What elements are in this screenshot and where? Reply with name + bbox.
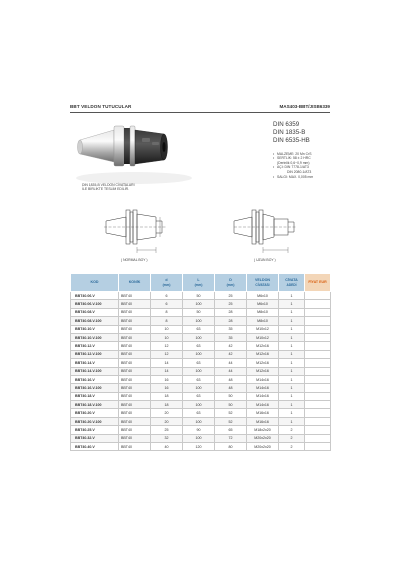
cell-dd: 72 — [215, 434, 247, 442]
cell-d: 18 — [151, 401, 183, 409]
column-header-dd — [215, 274, 247, 292]
cell-price — [305, 434, 331, 442]
header-label: D — [229, 278, 232, 283]
cell-konik: BBT40 — [119, 359, 151, 367]
cell-veldon: M14x16 — [247, 375, 279, 383]
cell-price — [305, 392, 331, 400]
cell-konik: BBT40 — [119, 317, 151, 325]
cell-price — [305, 443, 331, 451]
cell-dd: 48 — [215, 384, 247, 392]
cell-price — [305, 375, 331, 383]
product-photo — [74, 118, 194, 186]
cell-civata: 1 — [279, 367, 305, 375]
cell-veldon: M16x16 — [247, 417, 279, 425]
cell-l: 100 — [183, 417, 215, 425]
header-label: VELDON — [255, 278, 270, 283]
header-label: L — [197, 278, 200, 283]
spec-bullet-sub: DIN 2080-1/AT3 — [287, 169, 312, 174]
cell-veldon: M12x16 — [247, 342, 279, 350]
table-row — [71, 367, 331, 375]
cell-d: 12 — [151, 350, 183, 358]
cell-kod: BBT40.32.V — [71, 434, 119, 442]
cell-konik: BBT40 — [119, 300, 151, 308]
cell-veldon: M18x2x20 — [247, 426, 279, 434]
cell-veldon: M16x16 — [247, 409, 279, 417]
cell-price — [305, 426, 331, 434]
cell-veldon: M8x10 — [247, 308, 279, 316]
header-label: KONİK — [128, 280, 141, 285]
cell-veldon: M14x16 — [247, 401, 279, 409]
cell-d: 6 — [151, 300, 183, 308]
cell-dd: 50 — [215, 401, 247, 409]
cell-veldon: M20x2x20 — [247, 434, 279, 442]
page-header — [70, 104, 330, 112]
spec-bullet: • MALZEME: 20 Mn CrS — [273, 152, 343, 157]
cell-kod: BBT40.18.V.100 — [71, 401, 119, 409]
table-row — [71, 317, 331, 325]
header-label: d — [165, 278, 168, 283]
cell-veldon: M14x16 — [247, 384, 279, 392]
cell-d: 20 — [151, 417, 183, 425]
cell-dd: 52 — [215, 409, 247, 417]
cell-dd: 48 — [215, 375, 247, 383]
cell-dd: 35 — [215, 333, 247, 341]
spec-block — [273, 121, 343, 179]
cell-civata: 1 — [279, 409, 305, 417]
cell-civata: 1 — [279, 401, 305, 409]
cell-kod: BBT40.08.V — [71, 308, 119, 316]
table-row — [71, 434, 331, 442]
cell-price — [305, 333, 331, 341]
cell-price — [305, 325, 331, 333]
cell-dd: 42 — [215, 342, 247, 350]
din-standard: DIN 6535-HB — [273, 137, 310, 145]
cell-l: 50 — [183, 308, 215, 316]
cell-konik: BBT40 — [119, 342, 151, 350]
cell-d: 10 — [151, 333, 183, 341]
table-row — [71, 392, 331, 400]
din-standards — [273, 121, 343, 146]
cell-d: 8 — [151, 308, 183, 316]
normal-length-drawing — [100, 200, 170, 258]
cell-dd: 28 — [215, 317, 247, 325]
cell-d: 16 — [151, 384, 183, 392]
column-header-kod — [71, 274, 119, 292]
cell-dd: 65 — [215, 426, 247, 434]
cell-dd: 42 — [215, 350, 247, 358]
cell-price — [305, 350, 331, 358]
cell-l: 100 — [183, 401, 215, 409]
cell-konik: BBT40 — [119, 350, 151, 358]
column-header-price — [305, 274, 331, 292]
cell-l: 63 — [183, 325, 215, 333]
cell-konik: BBT40 — [119, 417, 151, 425]
section-title: BBT VELDON TUTUCULAR — [70, 104, 132, 109]
cell-civata: 1 — [279, 342, 305, 350]
cell-d: 12 — [151, 342, 183, 350]
cell-civata: 1 — [279, 359, 305, 367]
table-row — [71, 426, 331, 434]
cell-veldon: M8x10 — [247, 317, 279, 325]
cell-civata: 1 — [279, 384, 305, 392]
cell-veldon: M12x16 — [247, 367, 279, 375]
cell-konik: BBT40 — [119, 392, 151, 400]
cell-kod: BBT40.25.V — [71, 426, 119, 434]
cell-konik: BBT40 — [119, 292, 151, 300]
cell-civata: 2 — [279, 443, 305, 451]
cell-konik: BBT40 — [119, 426, 151, 434]
cell-dd: 25 — [215, 300, 247, 308]
cell-dd: 44 — [215, 367, 247, 375]
cell-civata: 1 — [279, 325, 305, 333]
cell-d: 6 — [151, 292, 183, 300]
spec-bullet: • SERTLİK: 58 ± 2 HRC — [273, 156, 343, 161]
header-label: FİYAT EUR — [308, 280, 327, 285]
cell-price — [305, 367, 331, 375]
cell-veldon: M10x12 — [247, 325, 279, 333]
cell-price — [305, 342, 331, 350]
cell-l: 120 — [183, 443, 215, 451]
cell-l: 63 — [183, 375, 215, 383]
cell-civata: 1 — [279, 375, 305, 383]
table-row — [71, 342, 331, 350]
table-row — [71, 333, 331, 341]
cell-kod: BBT40.20.V — [71, 409, 119, 417]
cell-d: 18 — [151, 392, 183, 400]
header-divider — [70, 112, 330, 113]
din-standard: DIN 6359 — [273, 121, 300, 128]
header-unit: CİVATASI — [255, 282, 270, 287]
cell-d: 20 — [151, 409, 183, 417]
cell-l: 90 — [183, 426, 215, 434]
column-header-l — [183, 274, 215, 292]
cell-kod: BBT40.10.V.100 — [71, 333, 119, 341]
cell-l: 50 — [183, 292, 215, 300]
table-row — [71, 409, 331, 417]
cell-kod: BBT40.10.V — [71, 325, 119, 333]
column-header-civata — [279, 274, 305, 292]
cell-d: 25 — [151, 426, 183, 434]
cell-civata: 2 — [279, 426, 305, 434]
cell-konik: BBT40 — [119, 401, 151, 409]
table-row — [71, 417, 331, 425]
header-unit: (mm) — [226, 282, 235, 287]
cell-kod: BBT40.06.V — [71, 292, 119, 300]
header-unit: (mm) — [194, 282, 203, 287]
table-row — [71, 300, 331, 308]
cell-l: 100 — [183, 300, 215, 308]
cell-dd: 28 — [215, 308, 247, 316]
cell-kod: BBT40.12.V — [71, 342, 119, 350]
cell-veldon: M6x10 — [247, 300, 279, 308]
spec-bullet: • AÇI: DIN 7778-1/AT3 — [273, 165, 343, 170]
photo-caption — [82, 183, 182, 192]
cell-civata: 1 — [279, 333, 305, 341]
spec-bullet-sub: (Derinlik 0,6~0,9 mm) — [277, 160, 310, 165]
cell-konik: BBT40 — [119, 367, 151, 375]
table-row — [71, 443, 331, 451]
cell-d: 8 — [151, 317, 183, 325]
cell-price — [305, 359, 331, 367]
cell-d: 40 — [151, 443, 183, 451]
cell-kod: BBT40.16.V — [71, 375, 119, 383]
product-table — [70, 273, 331, 451]
cell-konik: BBT40 — [119, 333, 151, 341]
cell-konik: BBT40 — [119, 443, 151, 451]
table-row — [71, 308, 331, 316]
table-header-row — [71, 274, 331, 292]
cell-konik: BBT40 — [119, 325, 151, 333]
cell-konik: BBT40 — [119, 375, 151, 383]
cell-l: 63 — [183, 409, 215, 417]
cell-veldon: M12x16 — [247, 359, 279, 367]
table-body — [71, 292, 331, 451]
cell-civata: 1 — [279, 392, 305, 400]
cell-konik: BBT40 — [119, 434, 151, 442]
din-standard: DIN 1835-B — [273, 129, 306, 137]
column-header-konik — [119, 274, 151, 292]
cell-kod: BBT40.20.V.100 — [71, 417, 119, 425]
cell-price — [305, 317, 331, 325]
cell-l: 100 — [183, 384, 215, 392]
photo-caption-text: DIN 1835-B VELDON CİVATALARI İLE BİRLİKTE TESLİM EDİLİR. — [82, 183, 135, 192]
cell-l: 100 — [183, 367, 215, 375]
cell-dd: 50 — [215, 392, 247, 400]
table-row — [71, 401, 331, 409]
standard-codes: MAS403-BBT/JISB6339 — [279, 104, 330, 109]
cell-l: 100 — [183, 434, 215, 442]
table-row — [71, 359, 331, 367]
cell-civata: 1 — [279, 300, 305, 308]
cell-l: 100 — [183, 350, 215, 358]
spec-bullets — [273, 152, 343, 180]
column-header-veldon — [247, 274, 279, 292]
cell-l: 63 — [183, 359, 215, 367]
cell-d: 32 — [151, 434, 183, 442]
cell-dd: 44 — [215, 359, 247, 367]
header-label: CİVATA — [285, 278, 298, 283]
cell-dd: 35 — [215, 325, 247, 333]
table-row — [71, 292, 331, 300]
cell-price — [305, 409, 331, 417]
cell-dd: 25 — [215, 292, 247, 300]
cell-l: 63 — [183, 342, 215, 350]
cell-kod: BBT40.14.V — [71, 359, 119, 367]
cell-civata: 1 — [279, 308, 305, 316]
cell-dd: 52 — [215, 417, 247, 425]
cell-konik: BBT40 — [119, 409, 151, 417]
cell-kod: BBT40.14.V.100 — [71, 367, 119, 375]
cell-kod: BBT40.16.V.100 — [71, 384, 119, 392]
cell-veldon: M6x10 — [247, 292, 279, 300]
table-row — [71, 350, 331, 358]
cell-veldon: M14x16 — [247, 392, 279, 400]
cell-kod: BBT40.12.V.100 — [71, 350, 119, 358]
cell-kod: BBT40.18.V — [71, 392, 119, 400]
cell-price — [305, 292, 331, 300]
spec-bullet: • SALGI: MAX. 0,005 mm — [273, 175, 343, 180]
long-length-label: ( UZUN BOY ) — [254, 258, 276, 262]
cell-veldon: M10x12 — [247, 333, 279, 341]
cell-l: 63 — [183, 392, 215, 400]
cell-price — [305, 384, 331, 392]
cell-civata: 1 — [279, 350, 305, 358]
cell-civata: 1 — [279, 417, 305, 425]
cell-kod: BBT40.40.V — [71, 443, 119, 451]
cell-d: 16 — [151, 375, 183, 383]
cell-l: 100 — [183, 317, 215, 325]
cell-price — [305, 300, 331, 308]
cell-l: 100 — [183, 333, 215, 341]
cell-price — [305, 401, 331, 409]
cell-d: 10 — [151, 325, 183, 333]
cell-d: 14 — [151, 359, 183, 367]
column-header-d — [151, 274, 183, 292]
cell-dd: 80 — [215, 443, 247, 451]
cell-civata: 1 — [279, 292, 305, 300]
table-row — [71, 325, 331, 333]
cell-civata: 2 — [279, 434, 305, 442]
cell-price — [305, 417, 331, 425]
table-row — [71, 375, 331, 383]
header-unit: (mm) — [162, 282, 171, 287]
normal-length-label: ( NORMAL BOY ) — [121, 258, 148, 262]
cell-price — [305, 308, 331, 316]
cell-konik: BBT40 — [119, 308, 151, 316]
header-label: KOD — [90, 280, 99, 285]
cell-konik: BBT40 — [119, 384, 151, 392]
long-length-drawing — [230, 200, 300, 258]
header-unit: ADEDİ — [286, 282, 297, 287]
cell-kod: BBT40.08.V.100 — [71, 317, 119, 325]
cell-civata: 1 — [279, 317, 305, 325]
cell-veldon: M12x16 — [247, 350, 279, 358]
cell-kod: BBT40.06.V.100 — [71, 300, 119, 308]
cell-veldon: M20x2x20 — [247, 443, 279, 451]
table-row — [71, 384, 331, 392]
cell-d: 14 — [151, 367, 183, 375]
